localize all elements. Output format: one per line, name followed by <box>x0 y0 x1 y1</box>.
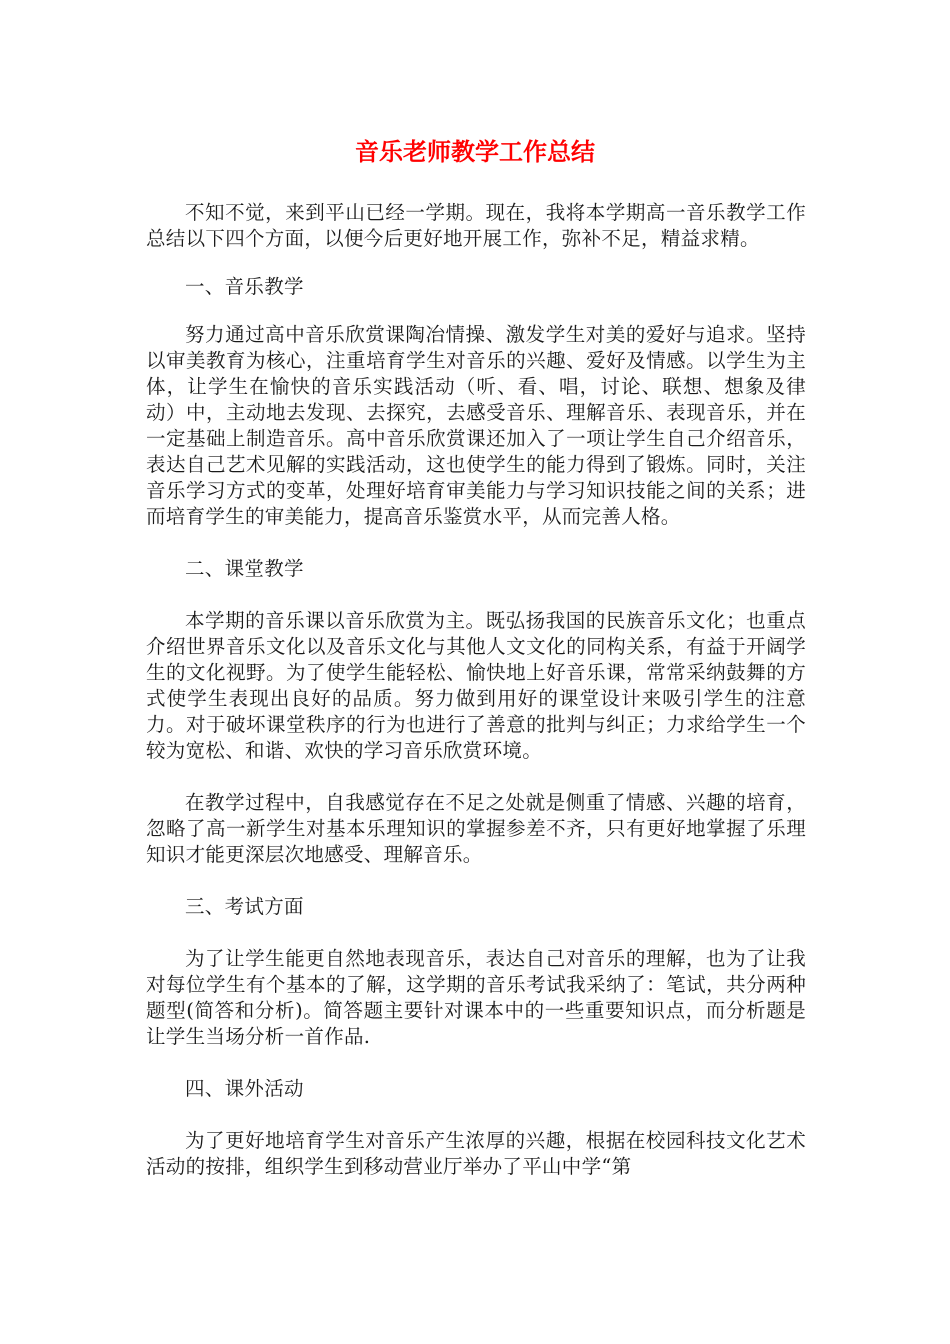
document-title: 音乐老师教学工作总结 <box>355 138 595 166</box>
section-paragraph: 本学期的音乐课以音乐欣赏为主。既弘扬我国的民族音乐文化；也重点介绍世界音乐文化以及音乐文化与其他人文文化的同构关系，有益于开阔学生的文化视野。为了使学生能轻松、愉快地上好音乐课，常常采纳鼓舞的方式使学生表现出良好的品质。努力做到用好的课堂设计来吸引学生的注意力。对于破坏课堂秩序的行为也进行了善意的批判与纠正；力求给学生一个较为宽松、和谐、欢快的学习音乐欣赏环境。 <box>146 609 806 762</box>
section-heading-exams: 三、考试方面 <box>185 895 304 918</box>
document-body <box>146 200 806 1180</box>
intro-paragraph: 不知不觉，来到平山已经一学期。现在，我将本学期高一音乐教学工作总结以下四个方面，以便今后更好地开展工作，弥补不足，精益求精。 <box>146 201 806 250</box>
section-paragraph: 在教学过程中，自我感觉存在不足之处就是侧重了情感、兴趣的培育，忽略了高一新学生对基本乐理知识的掌握参差不齐，只有更好地掌握了乐理知识才能更深层次地感受、理解音乐。 <box>146 791 806 866</box>
section-heading-classroom-teaching: 二、课堂教学 <box>185 557 304 580</box>
section-paragraph: 为了更好地培育学生对音乐产生浓厚的兴趣，根据在校园科技文化艺术活动的按排，组织学生到移动营业厅举办了平山中学“第 <box>146 1129 806 1178</box>
section-heading-music-teaching: 一、音乐教学 <box>185 275 304 298</box>
section-heading-extracurricular: 四、课外活动 <box>185 1077 304 1100</box>
section-paragraph: 为了让学生能更自然地表现音乐，表达自己对音乐的理解，也为了让我对每位学生有个基本的了解，这学期的音乐考试我采纳了：笔试，共分两种题型(简答和分析)。简答题主要针对课本中的一些重要知识点，而分析题是让学生当场分析一首作品. <box>146 947 806 1048</box>
section-paragraph: 努力通过高中音乐欣赏课陶冶情操、激发学生对美的爱好与追求。坚持以审美教育为核心，注重培育学生对音乐的兴趣、爱好及情感。以学生为主体，让学生在愉快的音乐实践活动（听、看、唱，讨论、联想、想象及律动）中，主动地去发现、去探究，去感受音乐、理解音乐、表现音乐，并在一定基础上制造音乐。高中音乐欣赏课还加入了一项让学生自己介绍音乐，表达自己艺术见解的实践活动，这也使学生的能力得到了锻炼。同时，关注音乐学习方式的变革，处理好培育审美能力与学习知识技能之间的关系；进而培育学生的审美能力，提高音乐鉴赏水平，从而完善人格。 <box>146 323 806 528</box>
